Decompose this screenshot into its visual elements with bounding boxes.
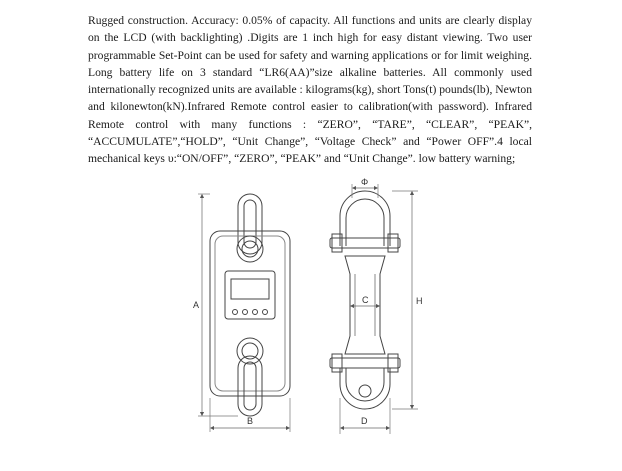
dim-label-b: B xyxy=(247,416,254,426)
front-view xyxy=(198,194,290,432)
key-peak xyxy=(253,310,258,315)
dimension-drawing-svg xyxy=(180,176,440,456)
bottom-shackle-hole xyxy=(359,385,371,397)
product-description: Rugged construction. Accuracy: 0.05% of capacity. All functions and units are clearly display on the LCD (with backlighting) .Digits are 1 inch high for easy distant viewing. Two user programmable Set-Point can be used for safety and warning applications or for limit weighing. Long battery life on 3 standard “LR6(AA)”size alkaline batteries. All commonly used internationally recognized units are available : kilograms(kg), short Tons(t) pounds(lb), Newton and kilonewton(kN).Infrared Remote control easier to calibration(with password). Infrared Remote control with many functions : “ZERO”, “TARE”, “CLEAR”, “PEAK”, “ACCUMULATE”,“HOLD”, “Unit Change”, “Voltage Check” and “Power OFF”.4 local mechanical keys υ:“ON/OFF”, “ZERO”, “PEAK” and “Unit Change”. low battery warning; xyxy=(88,14,532,166)
top-shackle-inner xyxy=(346,199,384,246)
bottom-ring-hole xyxy=(244,362,256,410)
top-bolt-inner xyxy=(242,241,258,257)
dim-label-phi: Φ xyxy=(361,177,369,187)
dim-label-a: A xyxy=(193,300,200,310)
dimension-drawing xyxy=(180,176,440,456)
bottom-bolt-inner xyxy=(242,343,258,359)
dim-label-c: C xyxy=(362,295,369,305)
side-body xyxy=(345,256,385,354)
side-view xyxy=(330,184,418,434)
bottom-shackle-pin xyxy=(330,358,400,368)
key-unit xyxy=(263,310,268,315)
lcd-screen xyxy=(231,279,269,299)
dim-label-h: H xyxy=(416,296,423,306)
bottom-ring xyxy=(238,356,262,416)
key-zero xyxy=(243,310,248,315)
dim-label-d: D xyxy=(361,416,368,426)
key-on-off xyxy=(233,310,238,315)
top-ring xyxy=(238,194,262,254)
top-bolt xyxy=(237,236,263,262)
scale-body xyxy=(210,231,290,396)
